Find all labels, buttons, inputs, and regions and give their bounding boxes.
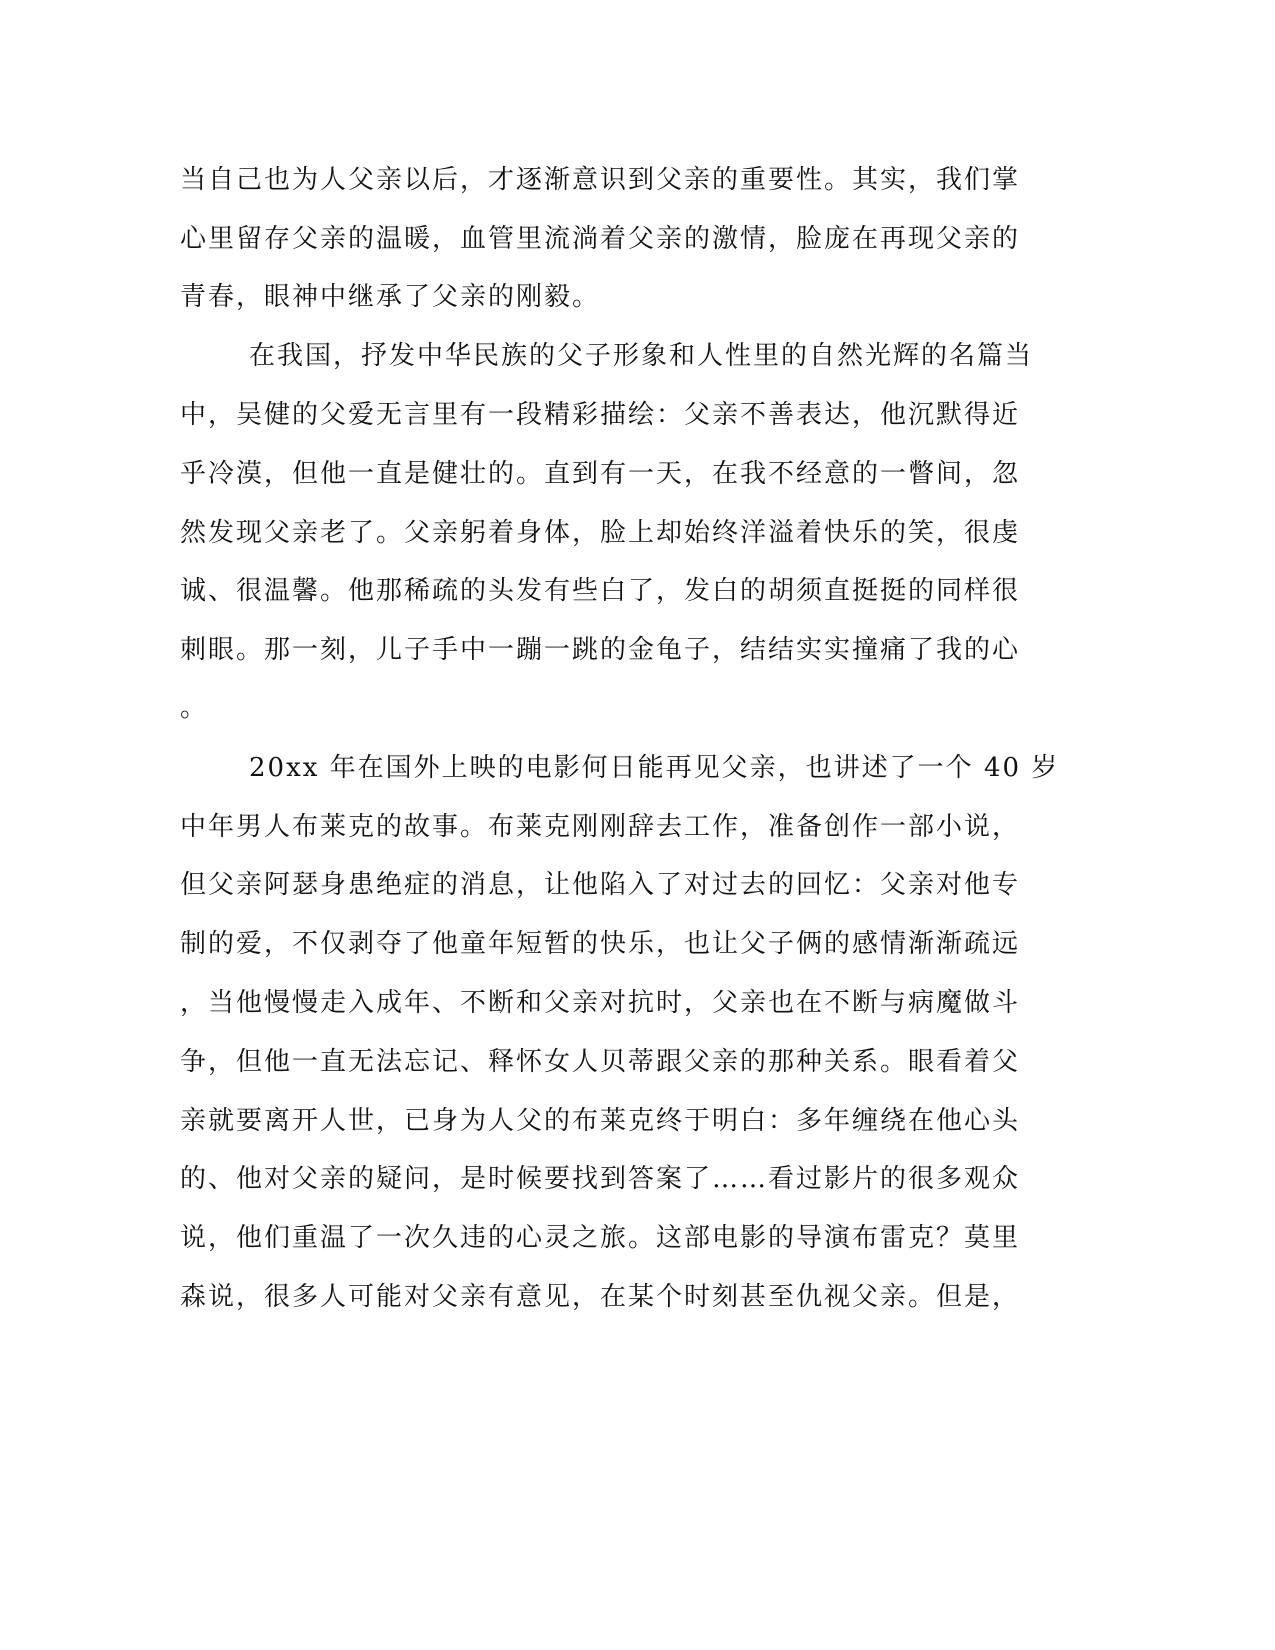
paragraph-line: 说，他们重温了一次久违的心灵之旅。这部电影的导演布雷克？莫里: [180, 1223, 1021, 1253]
paragraph-line: 20xx 年在国外上映的电影何日能再见父亲，也讲述了一个 40 岁: [249, 753, 1060, 783]
paragraph-line: ，当他慢慢走入成年、不断和父亲对抗时，父亲也在不断与病魔做斗: [180, 988, 1021, 1018]
paragraph-line: 亲就要离开人世，已身为人父的布莱克终于明白：多年缠绕在他心头: [180, 1106, 1021, 1136]
paragraph-line: 刺眼。那一刻，儿子手中一蹦一跳的金龟子，结结实实撞痛了我的心: [180, 635, 1021, 665]
paragraph-line: 中，吴健的父爱无言里有一段精彩描绘：父亲不善表达，他沉默得近: [180, 400, 1021, 430]
paragraph-line: 但父亲阿瑟身患绝症的消息，让他陷入了对过去的回忆：父亲对他专: [180, 870, 1021, 900]
paragraph-line: 青春，眼神中继承了父亲的刚毅。: [180, 282, 601, 312]
paragraph-line: 心里留存父亲的温暖，血管里流淌着父亲的激情，脸庞在再现父亲的: [180, 224, 1021, 254]
paragraph-line: 乎冷漠，但他一直是健壮的。直到有一天，在我不经意的一瞥间，忽: [180, 459, 1021, 489]
paragraph-line: 诚、很温馨。他那稀疏的头发有些白了，发白的胡须直挺挺的同样很: [180, 576, 1021, 606]
paragraph-line: 中年男人布莱克的故事。布莱克刚刚辞去工作，准备创作一部小说，: [180, 812, 1021, 842]
paragraph-line: 争，但他一直无法忘记、释怀女人贝蒂跟父亲的那种关系。眼看着父: [180, 1047, 1021, 1077]
paragraph-line: 然发现父亲老了。父亲躬着身体，脸上却始终洋溢着快乐的笑，很虔: [180, 518, 1021, 548]
paragraph-line: 在我国，抒发中华民族的父子形象和人性里的自然光辉的名篇当: [249, 341, 1034, 371]
paragraph-line: 森说，很多人可能对父亲有意见，在某个时刻甚至仇视父亲。但是，: [180, 1282, 1021, 1312]
paragraph-line: 制的爱，不仅剥夺了他童年短暂的快乐，也让父子俩的感情渐渐疏远: [180, 929, 1021, 959]
paragraph-line: 。: [180, 693, 209, 723]
paragraph-line: 的、他对父亲的疑问，是时候要找到答案了……看过影片的很多观众: [180, 1164, 1021, 1194]
paragraph-line: 当自己也为人父亲以后，才逐渐意识到父亲的重要性。其实，我们掌: [180, 165, 1021, 195]
